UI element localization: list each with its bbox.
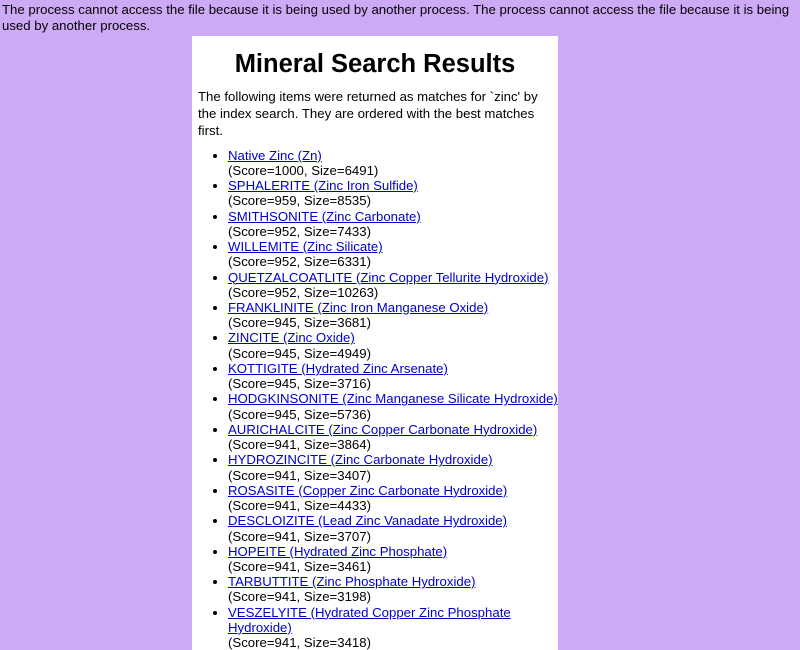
mineral-score-size: (Score=941, Size=3418) [228, 635, 371, 650]
mineral-link[interactable]: Native Zinc (Zn) [228, 147, 322, 163]
list-item [228, 270, 558, 300]
mineral-score-size: (Score=945, Size=5736) [228, 406, 371, 422]
list-item [228, 452, 558, 482]
mineral-link[interactable]: AURICHALCITE (Zinc Copper Carbonate Hydroxide) [228, 421, 538, 437]
mineral-score-size: (Score=959, Size=8535) [228, 193, 371, 209]
mineral-link[interactable]: HYDROZINCITE (Zinc Carbonate Hydroxide) [228, 452, 493, 468]
document-page [192, 36, 558, 650]
mineral-score-size: (Score=945, Size=4949) [228, 345, 371, 361]
list-item [228, 330, 558, 360]
search-results-list [192, 148, 558, 650]
mineral-link[interactable]: DESCLOIZITE (Lead Zinc Vanadate Hydroxide) [228, 513, 508, 529]
error-message-banner: The process cannot access the file because it is being used by another process. The process cannot access the file because it is being used by another process. [2, 2, 790, 34]
list-item [228, 513, 558, 543]
mineral-link[interactable]: ZINCITE (Zinc Oxide) [228, 330, 355, 346]
mineral-link[interactable]: QUETZALCOATLITE (Zinc Copper Tellurite Hydroxide) [228, 269, 549, 285]
list-item [228, 361, 558, 391]
mineral-link[interactable]: FRANKLINITE (Zinc Iron Manganese Oxide) [228, 300, 489, 316]
mineral-score-size: (Score=941, Size=3461) [228, 559, 371, 574]
list-item [228, 544, 558, 574]
page-title: Mineral Search Results [234, 50, 516, 78]
mineral-link[interactable]: WILLEMITE (Zinc Silicate) [228, 239, 383, 255]
mineral-score-size: (Score=952, Size=6331) [228, 254, 371, 270]
mineral-score-size: (Score=952, Size=7433) [228, 223, 371, 239]
mineral-score-size: (Score=941, Size=3407) [228, 467, 371, 483]
mineral-score-size: (Score=941, Size=3864) [228, 437, 371, 453]
mineral-link[interactable]: VESZELYITE (Hydrated Copper Zinc Phosphate Hydroxide) [228, 604, 511, 635]
mineral-score-size: (Score=945, Size=3716) [228, 376, 371, 392]
list-item [228, 209, 558, 239]
list-item [228, 605, 558, 650]
list-item [228, 239, 558, 269]
list-item [228, 422, 558, 452]
list-item [228, 574, 558, 604]
mineral-link[interactable]: SMITHSONITE (Zinc Carbonate) [228, 208, 421, 224]
mineral-link[interactable]: HODGKINSONITE (Zinc Manganese Silicate Hydroxide) [228, 391, 558, 407]
intro-paragraph: The following items were returned as matches for `zinc' by the index search. They are ordered with the best matches first. [198, 89, 538, 138]
mineral-score-size: (Score=1000, Size=6491) [228, 162, 379, 178]
list-item [228, 148, 558, 178]
list-item [228, 300, 558, 330]
list-item [228, 178, 558, 208]
mineral-link[interactable]: KOTTIGITE (Hydrated Zinc Arsenate) [228, 360, 448, 376]
mineral-link[interactable]: ROSASITE (Copper Zinc Carbonate Hydroxide) [228, 482, 508, 498]
list-item [228, 483, 558, 513]
mineral-link[interactable]: SPHALERITE (Zinc Iron Sulfide) [228, 178, 418, 194]
mineral-score-size: (Score=952, Size=10263) [228, 284, 379, 300]
mineral-score-size: (Score=945, Size=3681) [228, 315, 371, 331]
mineral-link[interactable]: HOPEITE (Hydrated Zinc Phosphate) [228, 543, 448, 559]
list-item [228, 391, 558, 421]
mineral-link[interactable]: TARBUTTITE (Zinc Phosphate Hydroxide) [228, 574, 476, 590]
mineral-score-size: (Score=941, Size=4433) [228, 498, 371, 514]
mineral-score-size: (Score=941, Size=3707) [228, 528, 371, 544]
mineral-score-size: (Score=941, Size=3198) [228, 589, 371, 605]
